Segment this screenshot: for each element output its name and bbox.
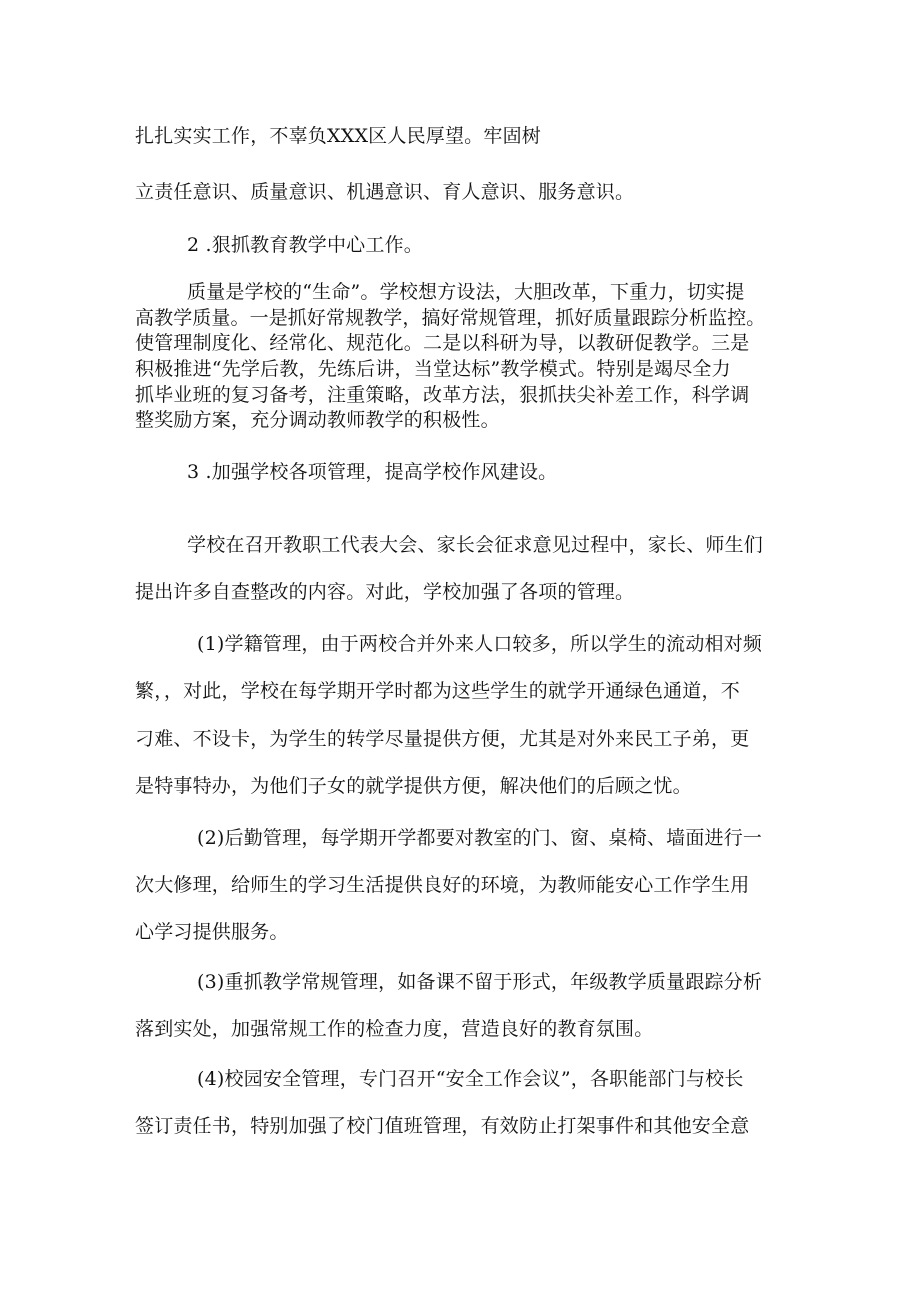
section-heading: 2 .狠抓教育教学中心工作。	[187, 234, 423, 256]
text-line: 质量是学校的“生命”。学校想方设法，大胆改革，下重力，切实提	[187, 281, 745, 303]
text-line: 次大修理，给师生的学习生活提供良好的环境，为教师能安心工作学生用	[135, 874, 750, 896]
text-line: 落到实处，加强常规工作的检查力度，营造良好的教育氛围。	[135, 1018, 654, 1040]
text-line: 扎扎实实工作，不辜负XXX区人民厚望。牢固树	[135, 125, 541, 147]
text-line: (1)学籍管理，由于两校合并外来人口较多，所以学生的流动相对频	[197, 633, 763, 655]
text-line: (3)重抓教学常规管理，如备课不留于形式，年级教学质量跟踪分析	[197, 971, 763, 993]
text-line: 签订责任书，特别加强了校门值班管理，有效防止打架事件和其他安全意	[135, 1115, 750, 1137]
text-line: 整奖励方案，充分调动教师教学的积极性。	[135, 409, 500, 431]
text-line: 抓毕业班的复习备考，注重策略，改革方法，狠抓扶尖补差工作，科学调	[135, 384, 750, 406]
text-line: 高教学质量。一是抓好常规教学，搞好常规管理，抓好质量跟踪分析监控。	[135, 307, 766, 329]
text-line: (2)后勤管理，每学期开学都要对教室的门、窗、桌椅、墙面进行一	[197, 827, 763, 849]
text-line: 积极推进“先学后教，先练后讲，当堂达标”教学模式。特别是竭尽全力	[135, 358, 731, 380]
text-line: 刁难、不设卡，为学生的转学尽量提供方便，尤其是对外来民工子弟，更	[135, 728, 750, 750]
text-line: (4)校园安全管理，专门召开“安全工作会议”，各职能部门与校长	[197, 1068, 744, 1090]
section-heading: 3 .加强学校各项管理，提高学校作风建设。	[187, 461, 558, 483]
text-line: 学校在召开教职工代表大会、家长会征求意见过程中，家长、师生们	[187, 534, 764, 556]
text-line: 提出许多自查整改的内容。对此，学校加强了各项的管理。	[135, 581, 635, 603]
text-line: 繁，，对此，学校在每学期开学时都为这些学生的就学开通绿色通道，不	[135, 680, 740, 702]
text-line: 立责任意识、质量意识、机遇意识、育人意识、服务意识。	[135, 181, 635, 203]
text-line: 使管理制度化、经常化、规范化。二是以科研为导，以教研促教学。三是	[135, 332, 750, 354]
text-line: 是特事特办，为他们子女的就学提供方便，解决他们的后顾之忧。	[135, 775, 692, 797]
text-line: 心学习提供服务。	[135, 921, 289, 943]
